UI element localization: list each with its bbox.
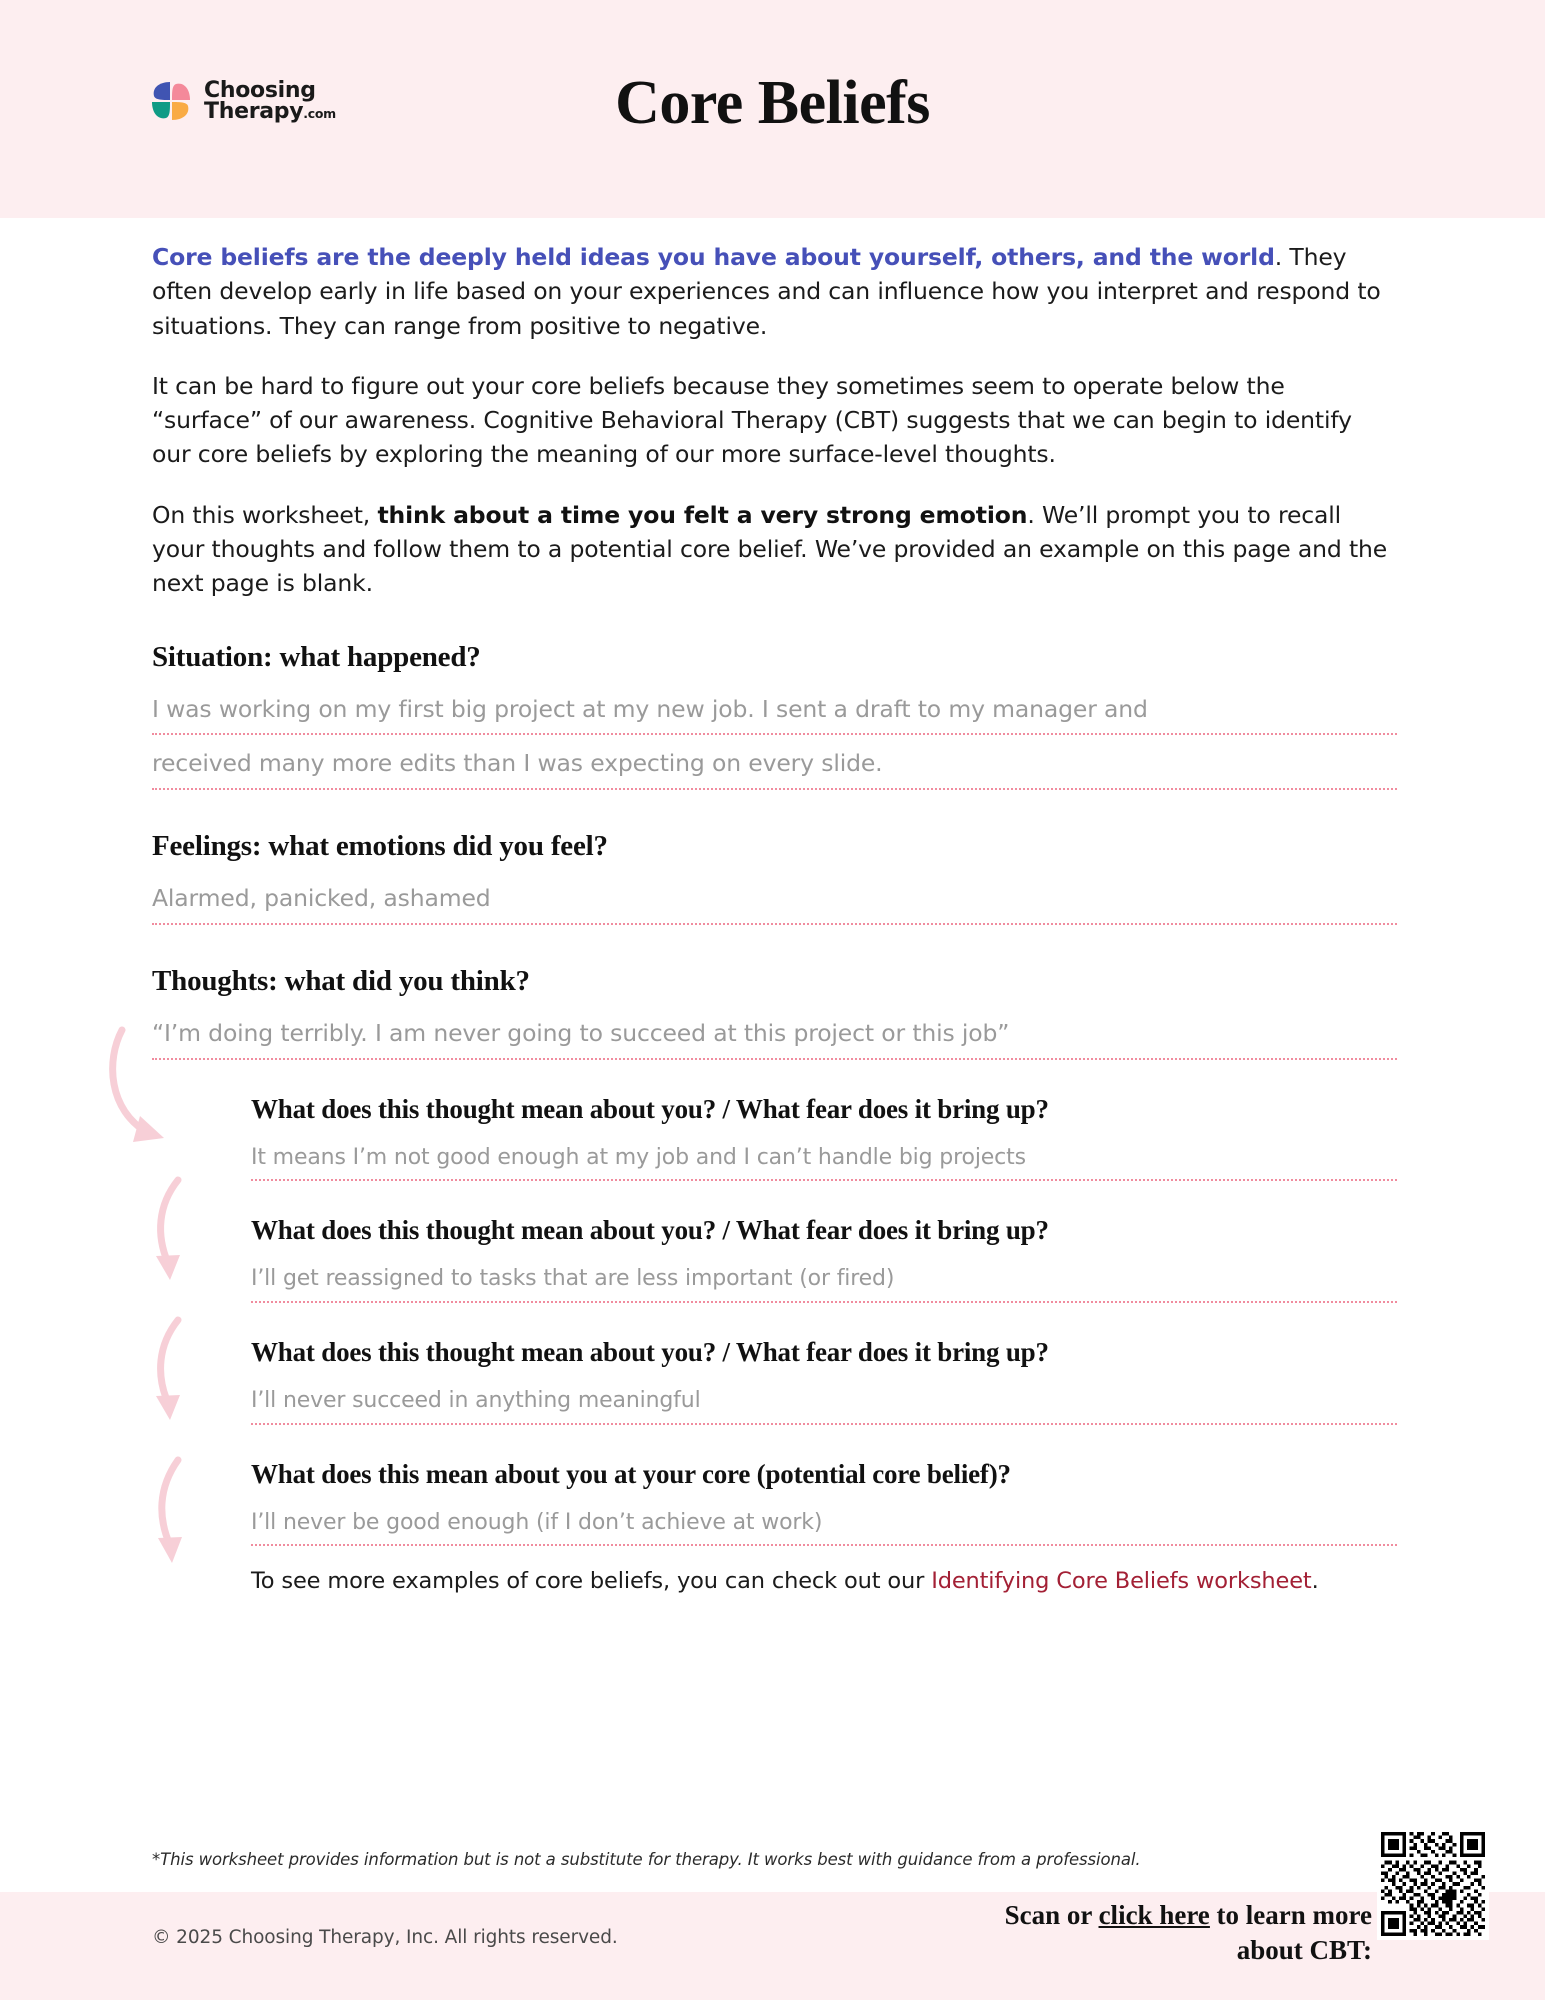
laddering-answer-1[interactable]: It means I’m not good enough at my job and I can’t handle big projects: [251, 1143, 1397, 1182]
intro-p3-part-a: On this worksheet,: [152, 500, 378, 529]
intro-paragraph-2: It can be hard to figure out your core beliefs because they sometimes seem to operate below the “surface” of our awareness. Cognitive Behavioral Therapy (CBT) suggests that we can begin to identify our core beliefs by exploring the meaning of our more surface-level thoughts.: [152, 371, 1352, 469]
closing-note: [251, 1568, 1397, 1594]
intro-p3-part-b: . We’ll prompt you to recall your thoughts and follow them to a potential core belief. We’ve provided an example on this page and the next page is blank.: [152, 500, 1388, 598]
thoughts-answer-line[interactable]: “I’m doing terribly. I am never going to succeed at this project or this job”: [152, 1018, 1397, 1060]
situation-answer-line-2[interactable]: received many more edits than I was expecting on every slide.: [152, 748, 1397, 790]
core-belief-heading: What does this mean about you at your core (potential core belief)?: [251, 1458, 1011, 1489]
situation-heading: Situation: what happened?: [152, 640, 481, 673]
laddering-answer-2[interactable]: I’ll get reassigned to tasks that are less important (or fired): [251, 1264, 1397, 1303]
closing-note-after: .: [1311, 1568, 1319, 1595]
identifying-core-beliefs-link[interactable]: Identifying Core Beliefs worksheet: [931, 1568, 1312, 1595]
scan-cta: [952, 1898, 1372, 1967]
worksheet-content: [152, 240, 1397, 1594]
situation-answer-line-1[interactable]: I was working on my first big project at my new job. I sent a draft to my manager and: [152, 694, 1397, 736]
copyright-text: © 2025 Choosing Therapy, Inc. All rights reserved.: [152, 1927, 618, 1948]
laddering-block-3: [251, 1337, 1397, 1425]
laddering-block-1: [251, 1094, 1397, 1182]
thoughts-heading: Thoughts: what did you think?: [152, 964, 530, 997]
intro-p3-emphasis: think about a time you felt a very strong emotion: [377, 500, 1028, 529]
intro-paragraph-3: [152, 498, 1397, 601]
laddering-heading-3: What does this thought mean about you? / What fear does it bring up?: [251, 1336, 1049, 1367]
feelings-answer-line[interactable]: Alarmed, panicked, ashamed: [152, 883, 1397, 925]
qr-code[interactable]: [1377, 1828, 1489, 1940]
scan-cta-line-2: about CBT:: [1236, 1934, 1372, 1965]
core-belief-answer[interactable]: I’ll never be good enough (if I don’t achieve at work): [251, 1508, 1397, 1547]
page-title: Core Beliefs: [615, 69, 930, 137]
intro-lead-text: Core beliefs are the deeply held ideas you have about yourself, others, and the world: [152, 243, 1275, 271]
logo-line-1: Choosing: [204, 77, 316, 103]
disclaimer-text: *This worksheet provides information but is not a substitute for therapy. It works best with guidance from a professional.: [152, 1850, 1141, 1869]
laddering-heading-2: What does this thought mean about you? / What fear does it bring up?: [251, 1215, 1049, 1246]
core-belief-block: [251, 1459, 1397, 1547]
scan-cta-after: to learn more: [1209, 1900, 1372, 1930]
laddering-answer-3[interactable]: I’ll never succeed in anything meaningful: [251, 1386, 1397, 1425]
page-header: [0, 0, 1545, 218]
scan-cta-before: Scan or: [1004, 1900, 1099, 1930]
closing-note-before: To see more examples of core beliefs, you can check out our: [251, 1568, 932, 1595]
logo-dotcom: .com: [303, 106, 336, 121]
feelings-heading: Feelings: what emotions did you feel?: [152, 830, 608, 863]
intro-paragraph-1-rest: . They often develop early in life based on your experiences and can influence how you interpret and respond to situations. They can range from positive to negative.: [152, 243, 1381, 340]
logo-line-2: Therapy: [204, 99, 304, 124]
intro-paragraph-1: [152, 240, 1397, 343]
click-here-link[interactable]: click here: [1098, 1900, 1210, 1930]
laddering-block-2: [251, 1215, 1397, 1303]
laddering-heading-1: What does this thought mean about you? / What fear does it bring up?: [251, 1093, 1049, 1124]
